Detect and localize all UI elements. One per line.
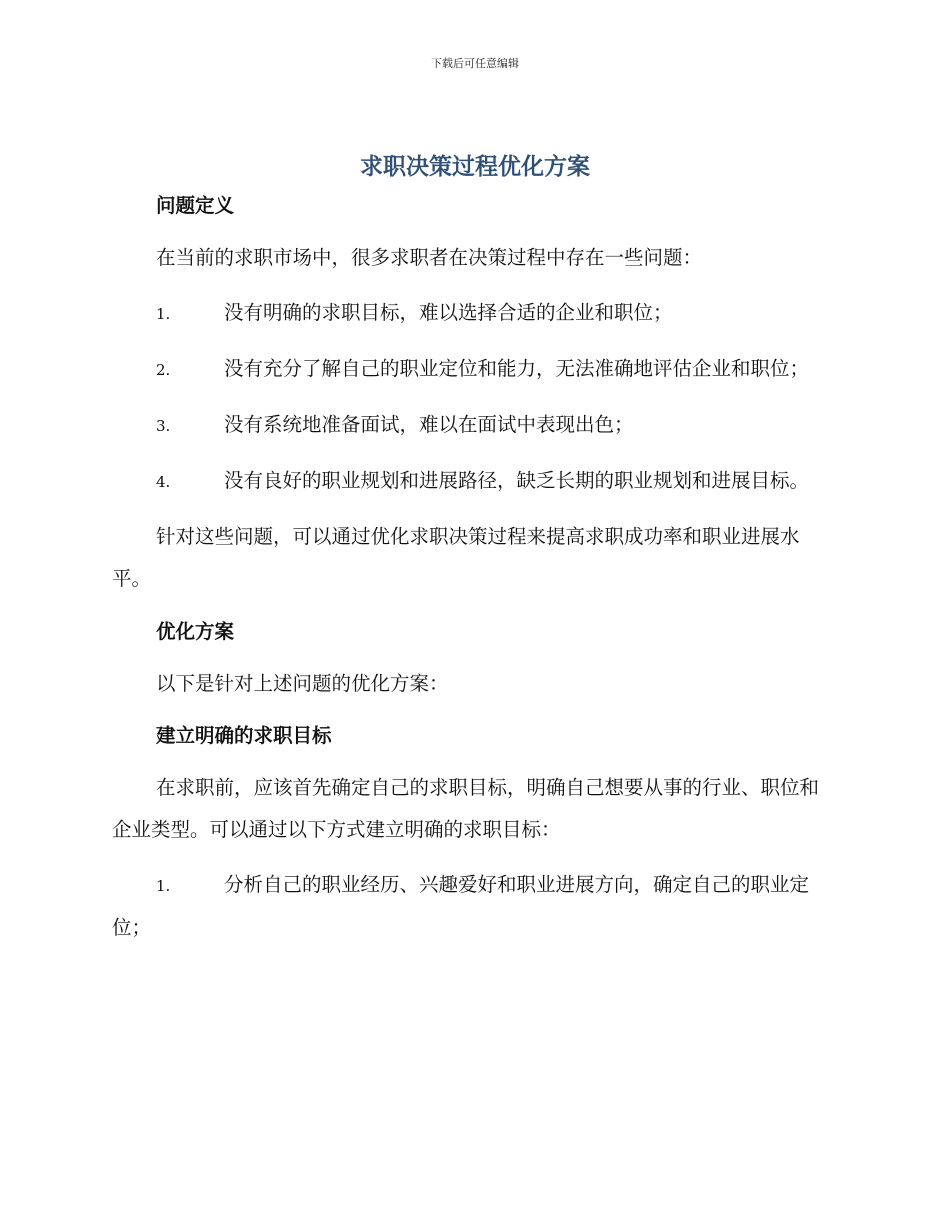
- document-body: [112, 188, 832, 949]
- paragraph-goal-intro: 在求职前，应该首先确定自己的求职目标，明确自己想要从事的行业、职位和企业类型。可以通过以下方式建立明确的求职目标：: [112, 776, 820, 841]
- list-item-text: 没有充分了解自己的职业定位和能力，无法准确地评估企业和职位；: [224, 357, 810, 380]
- paragraph-problem-summary: 针对这些问题，可以通过优化求职决策过程来提高求职成功率和职业进展水平。: [112, 525, 800, 590]
- list-number: 4.: [156, 473, 171, 491]
- list-number: 1.: [156, 877, 171, 895]
- section-heading-problem: 问题定义: [156, 194, 235, 217]
- list-item: [112, 864, 832, 949]
- list-number: 1.: [156, 305, 171, 323]
- list-number: 2.: [156, 361, 171, 379]
- list-item: [112, 460, 832, 503]
- list-number: 3.: [156, 417, 171, 435]
- list-item: [112, 404, 832, 447]
- document-title: 求职决策过程优化方案: [360, 154, 590, 180]
- section-heading-solution: 优化方案: [156, 620, 235, 643]
- section-heading-goal: 建立明确的求职目标: [156, 724, 332, 747]
- list-item: [112, 292, 832, 335]
- list-item: [112, 348, 832, 391]
- list-item-text: 没有良好的职业规划和进展路径，缺乏长期的职业规划和进展目标。: [224, 469, 810, 492]
- header-note: 下载后可任意编辑: [431, 57, 519, 70]
- list-item-text: 没有明确的求职目标，难以选择合适的企业和职位；: [224, 301, 673, 324]
- list-item-text: 没有系统地准备面试，难以在面试中表现出色；: [224, 413, 634, 436]
- list-item-text: 分析自己的职业经历、兴趣爱好和职业进展方向，确定自己的职业定位；: [112, 873, 810, 939]
- paragraph-solution-intro: 以下是针对上述问题的优化方案：: [156, 672, 449, 695]
- paragraph-problem-intro: 在当前的求职市场中，很多求职者在决策过程中存在一些问题：: [156, 246, 703, 269]
